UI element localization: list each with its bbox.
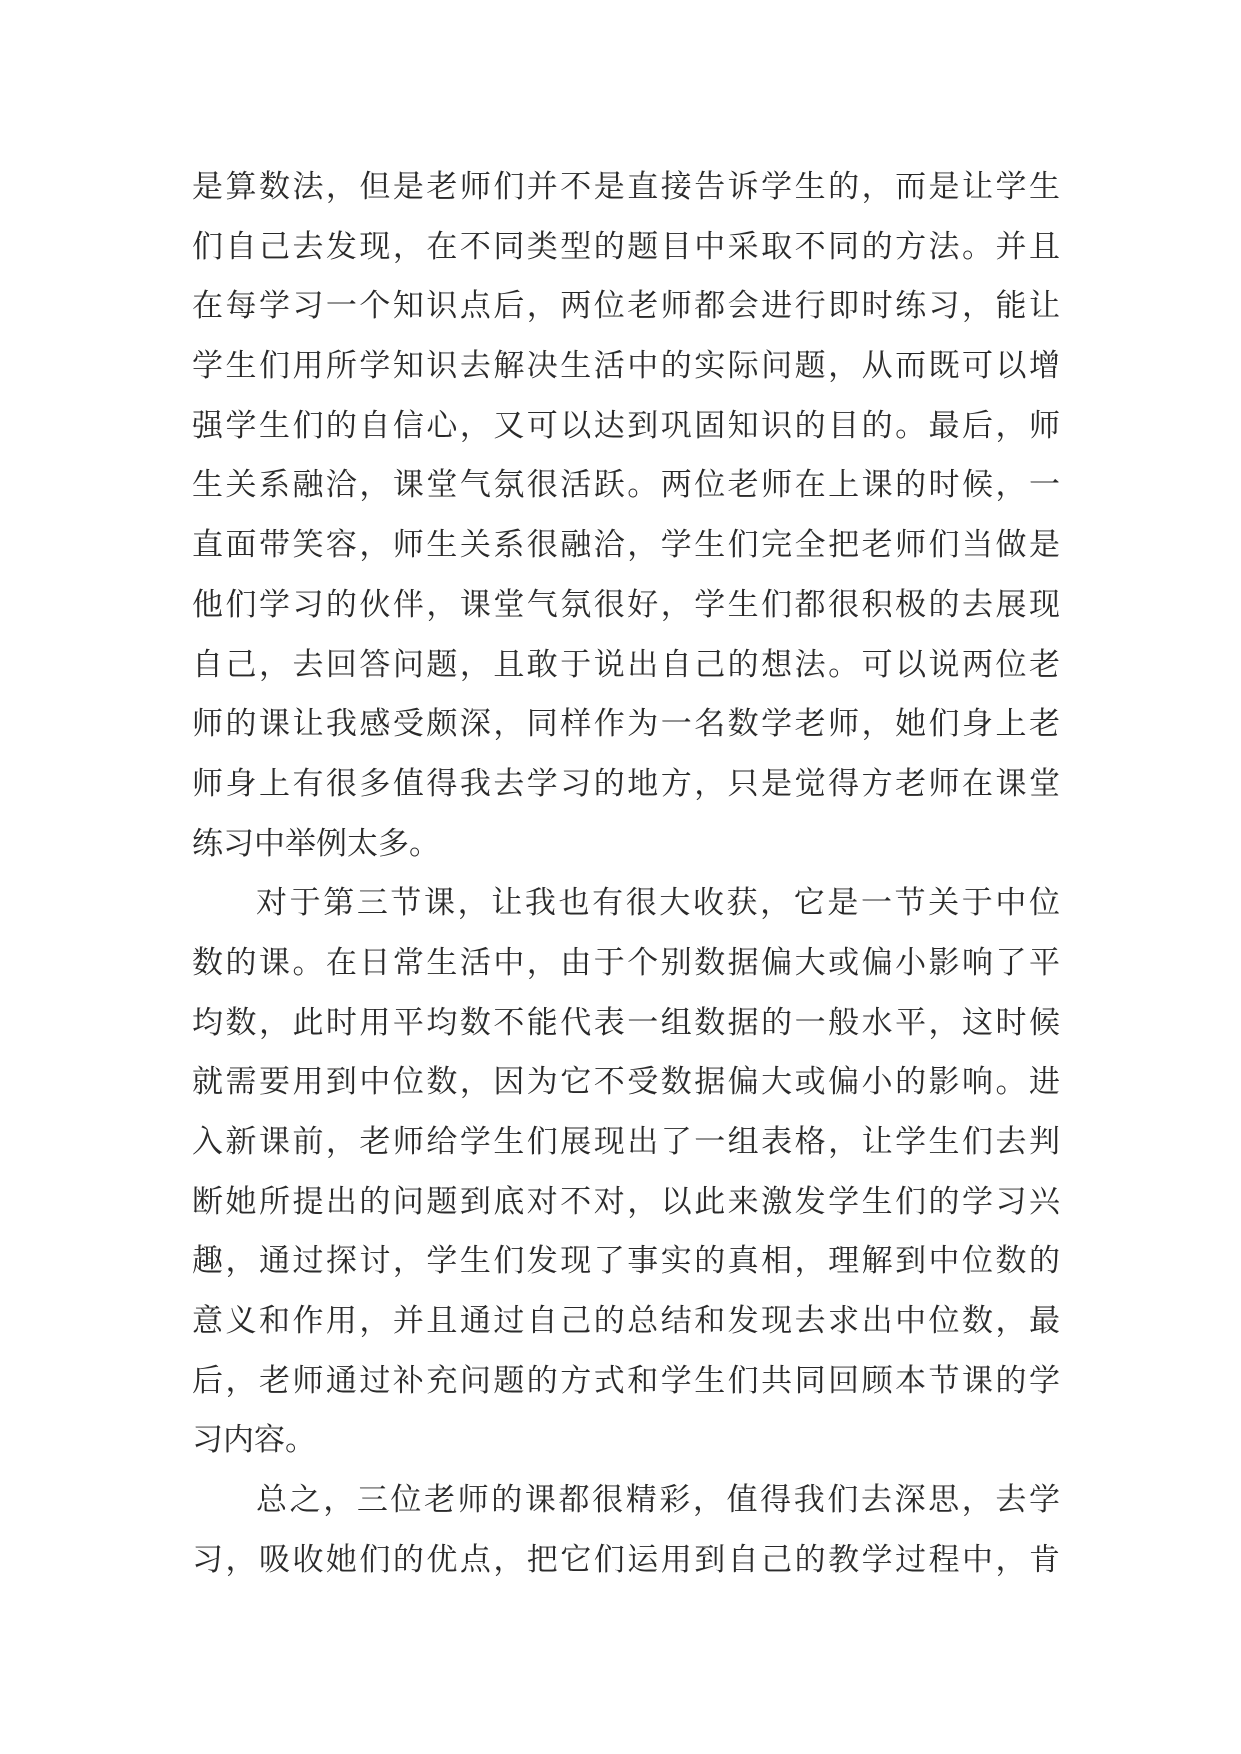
text-line: 强学生们的自信心，又可以达到巩固知识的目的。最后，师 <box>192 407 1060 444</box>
text-line: 习内容。 <box>192 1422 316 1459</box>
text-line: 习，吸收她们的优点，把它们运用到自己的教学过程中，肯 <box>192 1541 1060 1578</box>
text-line: 练习中举例太多。 <box>192 825 440 862</box>
text-line: 就需要用到中位数，因为它不受数据偏大或偏小的影响。进 <box>192 1064 1060 1101</box>
text-line: 断她所提出的问题到底对不对，以此来激发学生们的学习兴 <box>192 1183 1060 1220</box>
text-line: 学生们用所学知识去解决生活中的实际问题，从而既可以增 <box>192 348 1060 385</box>
text-line: 趣，通过探讨，学生们发现了事实的真相，理解到中位数的 <box>192 1243 1060 1280</box>
text-line: 是算数法，但是老师们并不是直接告诉学生的，而是让学生 <box>192 169 1060 205</box>
text-line: 均数，此时用平均数不能代表一组数据的一般水平，这时候 <box>192 1004 1060 1041</box>
document-body <box>192 158 1060 1591</box>
text-line: 们自己去发现，在不同类型的题目中采取不同的方法。并且 <box>192 228 1060 265</box>
text-line: 入新课前，老师给学生们展现出了一组表格，让学生们去判 <box>192 1124 1060 1160</box>
text-line: 对于第三节课，让我也有很大收获，它是一节关于中位 <box>256 885 1060 922</box>
text-line: 师身上有很多值得我去学习的地方，只是觉得方老师在课堂 <box>192 765 1060 802</box>
text-line: 数的课。在日常生活中，由于个别数据偏大或偏小影响了平 <box>192 944 1060 981</box>
text-line: 后，老师通过补充问题的方式和学生们共同回顾本节课的学 <box>192 1362 1060 1399</box>
text-line: 意义和作用，并且通过自己的总结和发现去求出中位数，最 <box>192 1303 1060 1340</box>
text-line: 自己，去回答问题，且敢于说出自己的想法。可以说两位老 <box>192 646 1060 683</box>
text-line: 直面带笑容，师生关系很融洽，学生们完全把老师们当做是 <box>192 527 1060 564</box>
text-line: 生关系融洽，课堂气氛很活跃。两位老师在上课的时候，一 <box>192 467 1060 504</box>
text-line: 师的课让我感受颇深，同样作为一名数学老师，她们身上老 <box>192 706 1060 743</box>
text-line: 他们学习的伙伴，课堂气氛很好，学生们都很积极的去展现 <box>192 586 1060 623</box>
text-line: 在每学习一个知识点后，两位老师都会进行即时练习，能让 <box>192 288 1060 325</box>
text-line: 总之，三位老师的课都很精彩，值得我们去深思，去学 <box>256 1482 1060 1519</box>
